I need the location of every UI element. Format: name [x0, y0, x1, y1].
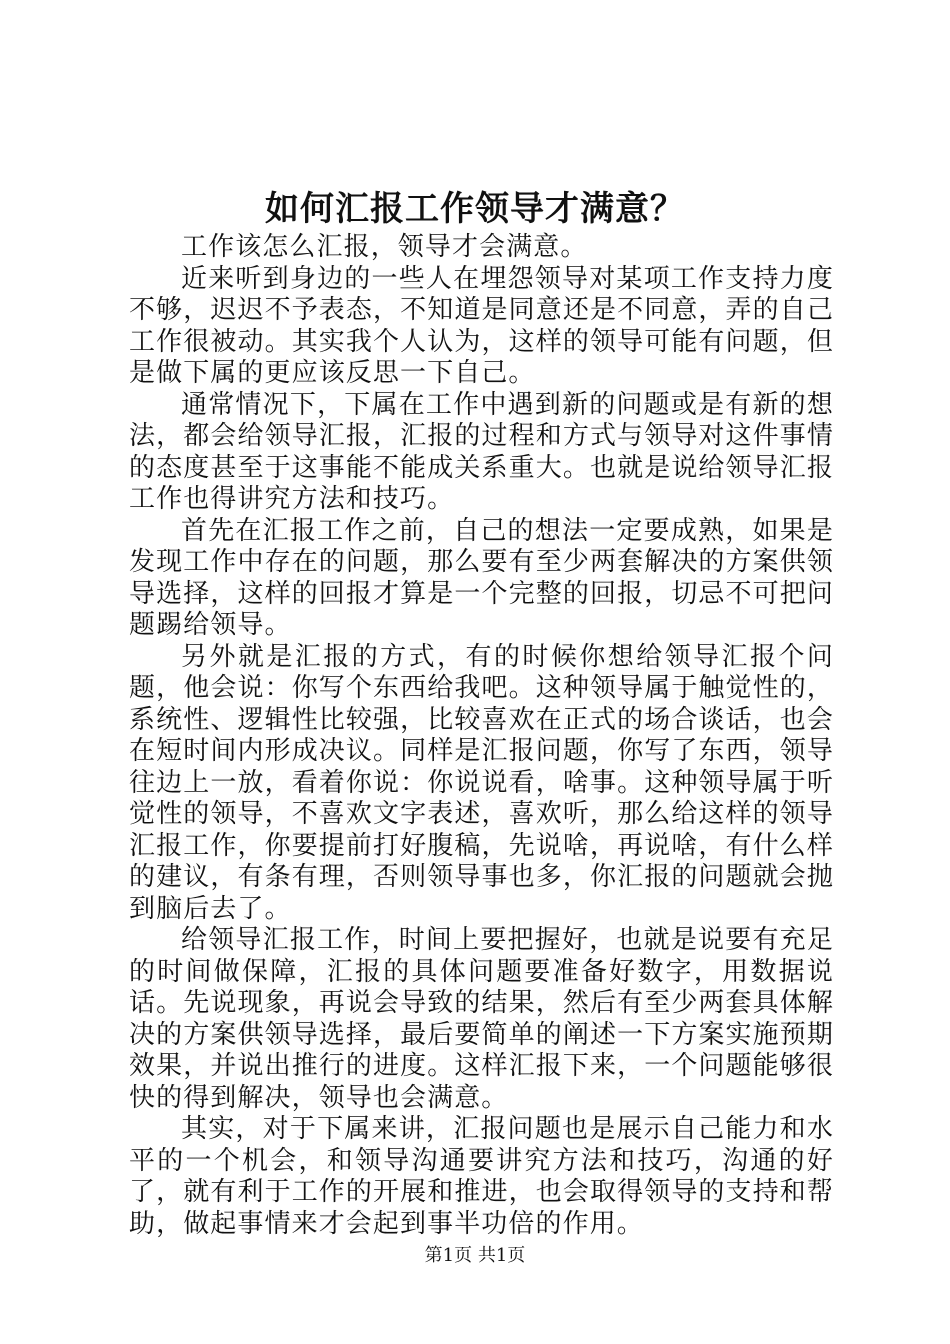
- paragraph-2: 近来听到身边的一些人在埋怨领导对某项工作支持力度不够，迟迟不予表态，不知道是同意还是不同意，弄的自己工作很被动。其实我个人认为，这样的领导可能有问题，但是做下属的更应该反思一下自己。: [129, 263, 834, 388]
- paragraph-7: 其实，对于下属来讲，汇报问题也是展示自己能力和水平的一个机会，和领导沟通要讲究方法和技巧，沟通的好了，就有利于工作的开展和推进，也会取得领导的支持和帮助，做起事情来才会起到事半功倍的作用。: [129, 1114, 834, 1239]
- paragraph-3: 通常情况下，下属在工作中遇到新的问题或是有新的想法，都会给领导汇报，汇报的过程和方式与领导对这件事情的态度甚至于这事能不能成关系重大。也就是说给领导汇报工作也得讲究方法和技巧。: [129, 389, 834, 514]
- paragraph-5: 另外就是汇报的方式，有的时候你想给领导汇报个问题，他会说：你写个东西给我吧。这种领导属于触觉性的，系统性、逻辑性比较强，比较喜欢在正式的场合谈话，也会在短时间内形成决议。同样是汇报问题，你写了东西，领导往边上一放，看着你说：你说说看，啥事。这种领导属于听觉性的领导，不喜欢文字表述，喜欢听，那么给这样的领导汇报工作，你要提前打好腹稿，先说啥，再说啥，有什么样的建议，有条有理，否则领导事也多，你汇报的问题就会抛到脑后去了。: [129, 641, 834, 924]
- paragraph-6: 给领导汇报工作，时间上要把握好，也就是说要有充足的时间做保障，汇报的具体问题要准备好数字，用数据说话。先说现象，再说会导致的结果，然后有至少两套具体解决的方案供领导选择，最后要简单的阐述一下方案实施预期效果，并说出推行的进度。这样汇报下来，一个问题能够很快的得到解决，领导也会满意。: [129, 925, 834, 1113]
- page-footer: 第1页 共1页: [424, 1245, 526, 1266]
- paragraph-1: 工作该怎么汇报，领导才会满意。: [181, 232, 588, 262]
- document-body: [129, 232, 834, 1240]
- page-title: 如何汇报工作领导才满意？: [265, 189, 685, 229]
- paragraph-4: 首先在汇报工作之前，自己的想法一定要成熟，如果是发现工作中存在的问题，那么要有至少两套解决的方案供领导选择，这样的回报才算是一个完整的回报，切忌不可把问题踢给领导。: [129, 515, 834, 640]
